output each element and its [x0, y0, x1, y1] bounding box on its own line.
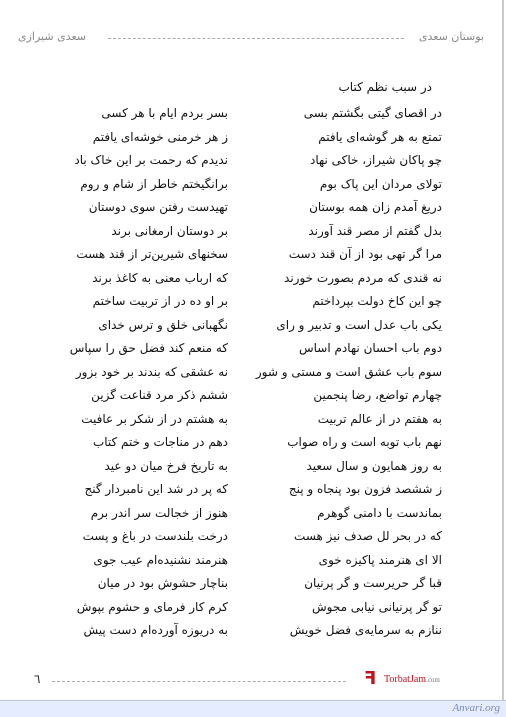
- first-hemistich: تمتع به هر گوشه‌ای یافتم: [318, 129, 442, 144]
- couplet-row: [0, 435, 506, 455]
- couplet-row: [0, 459, 506, 479]
- first-hemistich: به روز همایون و سال سعید: [306, 458, 442, 473]
- first-hemistich: دوم باب احسان نهادم اساس: [298, 341, 442, 355]
- footer-divider: [52, 681, 346, 682]
- couplet-row: [0, 271, 506, 291]
- first-hemistich: تو گر پرنیانی نیابی مجوش: [311, 599, 442, 614]
- second-hemistich: درخت بلندست در باغ و پست: [82, 529, 228, 543]
- first-hemistich: نه قندی که مردم بصورت خورند: [284, 270, 442, 285]
- couplet-row: [0, 341, 506, 361]
- second-hemistich: ندیدم که رحمت بر این خاک باد: [74, 153, 228, 167]
- couplet-row: [0, 529, 506, 549]
- first-hemistich: تولای مردان این پاک بوم: [319, 176, 442, 191]
- first-hemistich: چو این کاخ دولت بپرداختم: [312, 294, 442, 308]
- first-hemistich: در اقصای گیتی بگشتم بسی: [303, 106, 442, 120]
- couplet-row: [0, 200, 506, 220]
- page-header: [18, 30, 484, 50]
- header-divider: [108, 38, 404, 39]
- couplet-row: [0, 106, 506, 126]
- watermark-text: Anvari.org: [452, 702, 500, 714]
- couplet-row: [0, 365, 506, 385]
- second-hemistich: نگهبانی خلق و ترس خدای: [98, 317, 228, 332]
- poem-heading: در سبب نظم کتاب: [338, 80, 432, 94]
- second-hemistich: هنرمند نشنیده‌ام عیب جوی: [93, 552, 228, 567]
- first-hemistich: سوم باب عشق است و مستی و شور: [255, 364, 442, 379]
- first-hemistich: ز ششصد فزون بود پنجاه و پنج: [288, 482, 442, 496]
- second-hemistich: سخنهای شیرین‌تر از قند هست: [76, 247, 228, 261]
- page-number: ٦: [34, 672, 41, 686]
- couplet-row: [0, 388, 506, 408]
- second-hemistich: به تاریخ فرخ میان دو عید: [104, 458, 228, 473]
- second-hemistich: کرم کار فرمای و حشوم بپوش: [76, 599, 228, 614]
- first-hemistich: قبا گر حریرست و گر پرنیان: [304, 576, 442, 590]
- second-hemistich: نه عشقی که بندند بر خود بزور: [75, 364, 228, 379]
- couplet-row: [0, 318, 506, 338]
- couplet-row: [0, 247, 506, 267]
- second-hemistich: ز هر خرمنی خوشه‌ای یافتم: [92, 129, 228, 144]
- couplet-row: [0, 576, 506, 596]
- first-hemistich: ننازم به سرمایه‌ی فضل خویش: [289, 623, 442, 637]
- first-hemistich: یکی باب عدل است و تدبیر و رای: [276, 317, 442, 332]
- first-hemistich: به هفتم در از عالم تربیت: [317, 411, 442, 426]
- second-hemistich: بر دوستان ارمغانی برند: [111, 223, 228, 238]
- couplet-row: [0, 130, 506, 150]
- first-hemistich: بدل گفتم از مصر قند آورند: [308, 223, 442, 238]
- second-hemistich: دهم در مناجات و ختم کتاب: [92, 435, 228, 449]
- book-title: بوستان سعدی: [418, 30, 484, 43]
- second-hemistich: که منعم کند فضل حق را سپاس: [69, 341, 228, 355]
- first-hemistich: الا ای هنرمند پاکیزه خوی: [318, 552, 442, 567]
- couplet-row: [0, 506, 506, 526]
- second-hemistich: تهیدست رفتن سوی دوستان: [88, 200, 228, 214]
- couplet-row: [0, 623, 506, 643]
- first-hemistich: چو پاکان شیراز، خاکی نهاد: [309, 153, 442, 167]
- second-hemistich: هنوز از خجالت سر اندر برم: [90, 505, 228, 520]
- first-hemistich: بماندست با دامنی گوهرم: [317, 505, 442, 520]
- second-hemistich: که پر در شد این نامبردار گنج: [84, 482, 228, 496]
- second-hemistich: بسر بردم ایام با هر کسی: [101, 106, 228, 120]
- first-hemistich: دریغ آمدم زان همه بوستان: [309, 200, 442, 214]
- second-hemistich: بر او ده در از تربیت ساختم: [92, 294, 228, 308]
- logo-text: TorbatJam: [384, 674, 427, 685]
- second-hemistich: به دریوزه آورده‌ام دست پیش: [83, 623, 228, 637]
- first-hemistich: که در بحر لل صدف نیز هست: [294, 529, 442, 543]
- couplet-row: [0, 553, 506, 573]
- torbatjam-logo: [364, 670, 468, 690]
- first-hemistich: نهم باب توبه است و راه صواب: [287, 435, 442, 449]
- second-hemistich: به هشتم در از شکر بر عافیت: [81, 411, 228, 426]
- couplet-row: [0, 224, 506, 244]
- first-hemistich: چهارم تواضع، رضا پنجمین: [313, 388, 442, 402]
- first-hemistich: مرا گر تهی بود از آن قند دست: [288, 247, 442, 261]
- logo-suffix: .com: [426, 676, 440, 684]
- couplet-row: [0, 412, 506, 432]
- couplet-row: [0, 294, 506, 314]
- author-name: سعدی شیرازی: [18, 30, 86, 43]
- watermark-bar: [0, 700, 506, 717]
- couplet-row: [0, 482, 506, 502]
- second-hemistich: که ارباب معنی به کاغذ برند: [92, 270, 228, 285]
- couplet-row: [0, 600, 506, 620]
- second-hemistich: برانگیختم خاطر از شام و روم: [80, 176, 228, 191]
- couplet-row: [0, 153, 506, 173]
- second-hemistich: ششم ذکر مرد قناعت گزین: [91, 388, 228, 402]
- second-hemistich: بناچار حشوش بود در میان: [97, 576, 228, 590]
- couplet-row: [0, 177, 506, 197]
- logo-mark-icon: ꟻ: [364, 668, 377, 689]
